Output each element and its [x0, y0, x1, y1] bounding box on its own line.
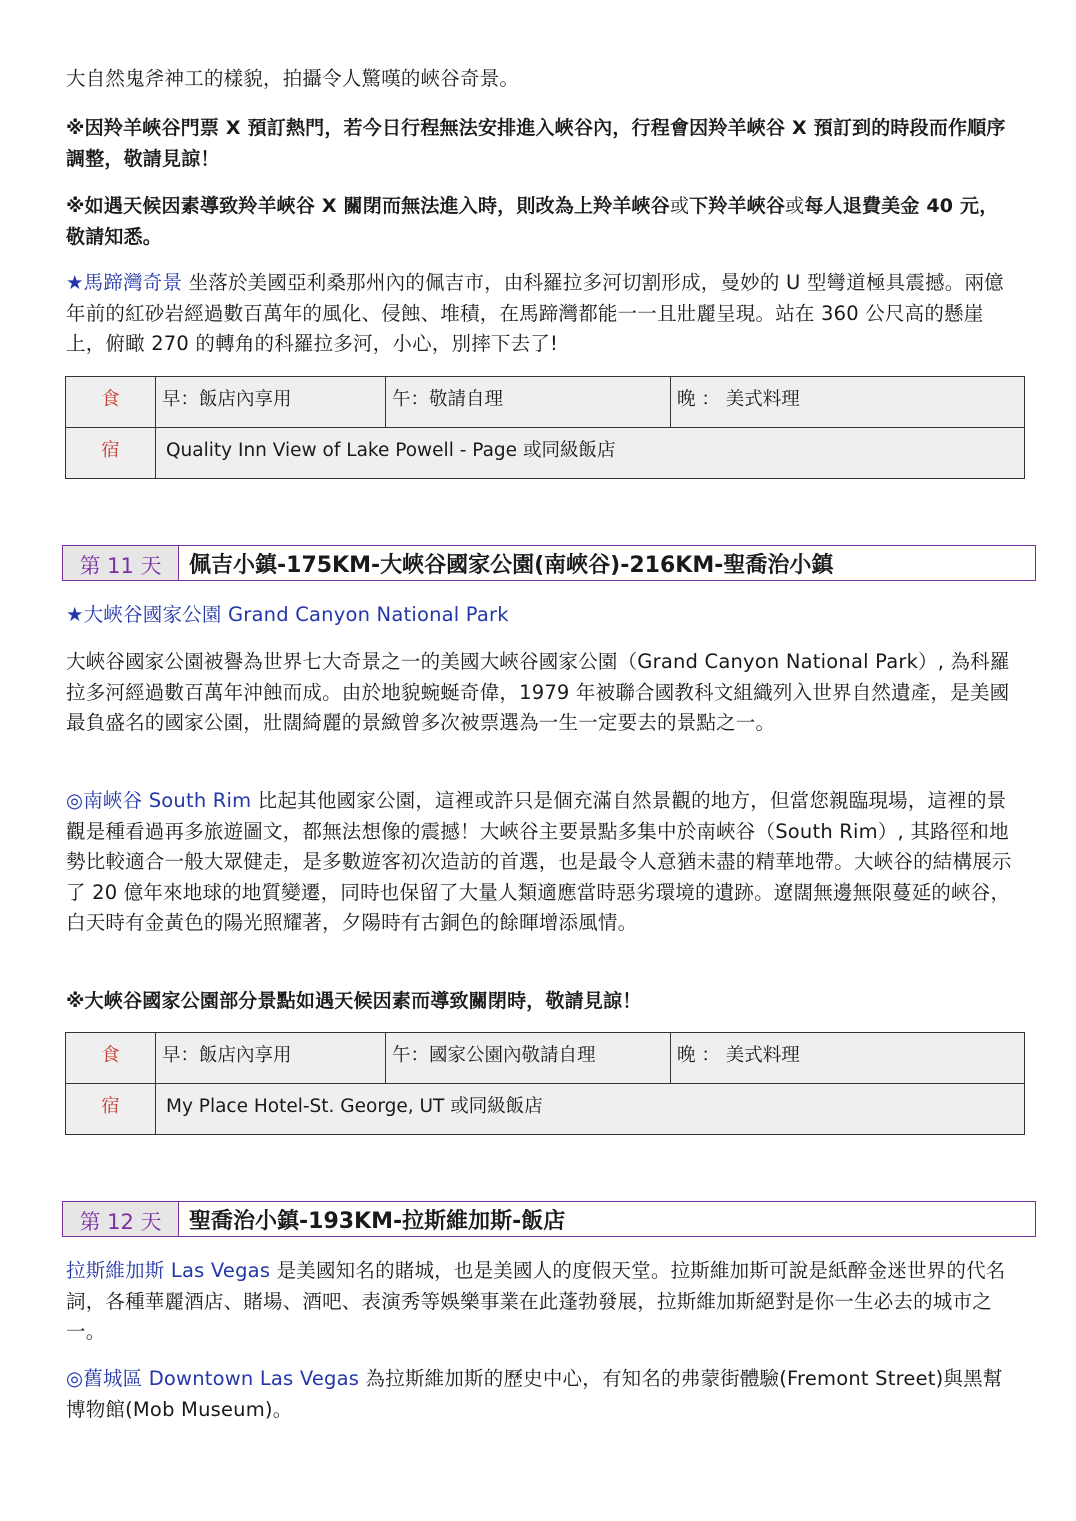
- grand-canyon-heading: ★大峽谷國家公園 Grand Canyon National Park: [66, 603, 509, 626]
- lunch-cell: 午：國家公園內敬請自理: [386, 1033, 671, 1084]
- lodge-cell: My Place Hotel-St. George, UT 或同級飯店: [156, 1084, 1025, 1135]
- horseshoe-desc: 坐落於美國亞利桑那州內的佩吉市，由科羅拉多河切割形成，曼妙的 U 型彎道極具震撼。兩億年前的紅砂岩經過數百萬年的風化、侵蝕、堆積，在馬蹄灣都能一一且壯麗呈現。站在 360 公尺高的懸崖上，俯瞰 270 的轉角的科羅拉多河，小心，別摔下去了!: [66, 271, 1004, 355]
- day-title: 聖喬治小鎮-193KM-拉斯維加斯-飯店: [189, 1208, 566, 1234]
- downtown-paragraph: [66, 1364, 1016, 1425]
- breakfast-cell: 早：飯店內享用: [156, 1033, 386, 1084]
- table-row: [66, 428, 1025, 479]
- notice-2-part-b: 下羚羊峽谷: [689, 195, 786, 217]
- intro-line: 大自然鬼斧神工的樣貌，拍攝令人驚嘆的峽谷奇景。: [66, 67, 520, 90]
- grand-canyon-notice: ※大峽谷國家公園部分景點如遇天候因素而導致關閉時，敬請見諒！: [66, 990, 642, 1012]
- food-label: 食: [66, 377, 156, 428]
- antelope-notice-2: [66, 191, 1016, 252]
- dinner-cell: 晚 ： 美式料理: [671, 377, 1025, 428]
- horseshoe-name: ★馬蹄灣奇景: [66, 271, 183, 294]
- las-vegas-name: 拉斯維加斯 Las Vegas: [66, 1259, 271, 1282]
- horseshoe-paragraph: [66, 268, 1016, 360]
- table-row: [66, 1033, 1025, 1084]
- las-vegas-desc: 是美國知名的賭城，也是美國人的度假天堂。拉斯維加斯可說是紙醉金迷世界的代名詞，各種華麗酒店、賭場、酒吧、表演秀等娛樂事業在此蓬勃發展，拉斯維加斯絕對是你一生必去的城市之一。: [66, 1259, 1006, 1343]
- notice-2-part-c: 每人退費美金 40 元，敬請知悉。: [66, 195, 999, 248]
- grand-canyon-desc: 大峽谷國家公園被譽為世界七大奇景之一的美國大峽谷國家公園（Grand Canyon National Park）, 為科羅拉多河經過數百萬年沖蝕而成。由於地貌蜿蜒奇偉，1979 年被聯合國教科文組織列入世界自然遺產，是美國最負盛名的國家公園，壯闊綺麗的景緻曾多次被票選為一生一定要去的景點之一。: [66, 650, 1010, 734]
- notice-2-or-2: 或: [785, 195, 805, 217]
- downtown-name: ◎舊城區 Downtown Las Vegas: [66, 1367, 360, 1390]
- day-11-header: [62, 545, 1036, 581]
- lodge-cell: Quality Inn View of Lake Powell - Page 或同級飯店: [156, 428, 1025, 479]
- south-rim-desc: 比起其他國家公園，這裡或許只是個充滿自然景觀的地方，但當您親臨現場，這裡的景觀是種看過再多旅遊圖文，都無法想像的震撼！大峽谷主要景點多集中於南峽谷（South Rim）, 其路徑和地勢比較適合一般大眾健走，是多數遊客初次造訪的首選，也是最令人意猶未盡的精華地帶。大峽谷的結構展示了 20 億年來地球的地質變遷，同時也保留了大量人類適應當時惡劣環境的遺跡。遼闊無邊無限蔓延的峽谷，白天時有金黃色的陽光照耀著，夕陽時有古銅色的餘暉增添風情。: [66, 789, 1012, 934]
- breakfast-cell: 早：飯店內享用: [156, 377, 386, 428]
- notice-2-or-1: 或: [669, 195, 690, 217]
- south-rim-name: ◎南峽谷 South Rim: [66, 789, 252, 812]
- antelope-notice-1: ※因羚羊峽谷門票 X 預訂熱門，若今日行程無法安排進入峽谷內，行程會因羚羊峽谷 X 預訂到的時段而作順序調整，敬請見諒！: [66, 117, 1006, 170]
- notice-2-part-a: ※如遇天候因素導致羚羊峽谷 X 關閉而無法進入時，則改為上羚羊峽谷: [66, 195, 670, 217]
- lodge-label: 宿: [66, 1084, 156, 1135]
- table-row: [66, 1084, 1025, 1135]
- food-label: 食: [66, 1033, 156, 1084]
- meal-table-day11: [65, 1032, 1025, 1135]
- lodge-label: 宿: [66, 428, 156, 479]
- day-number: 第 11 天: [63, 546, 179, 580]
- day-title: 佩吉小鎮-175KM-大峽谷國家公園(南峽谷)-216KM-聖喬治小鎮: [189, 552, 834, 578]
- south-rim-paragraph: [66, 786, 1016, 939]
- day-12-header: [62, 1201, 1036, 1237]
- dinner-cell: 晚 ： 美式料理: [671, 1033, 1025, 1084]
- las-vegas-paragraph: [66, 1256, 1016, 1348]
- meal-table-day10: [65, 376, 1025, 479]
- lunch-cell: 午：敬請自理: [386, 377, 671, 428]
- table-row: [66, 377, 1025, 428]
- downtown-desc: 為拉斯維加斯的歷史中心，有知名的弗蒙街體驗(Fremont Street)與黑幫博物館(Mob Museum)。: [66, 1367, 1003, 1421]
- day-number: 第 12 天: [63, 1202, 179, 1236]
